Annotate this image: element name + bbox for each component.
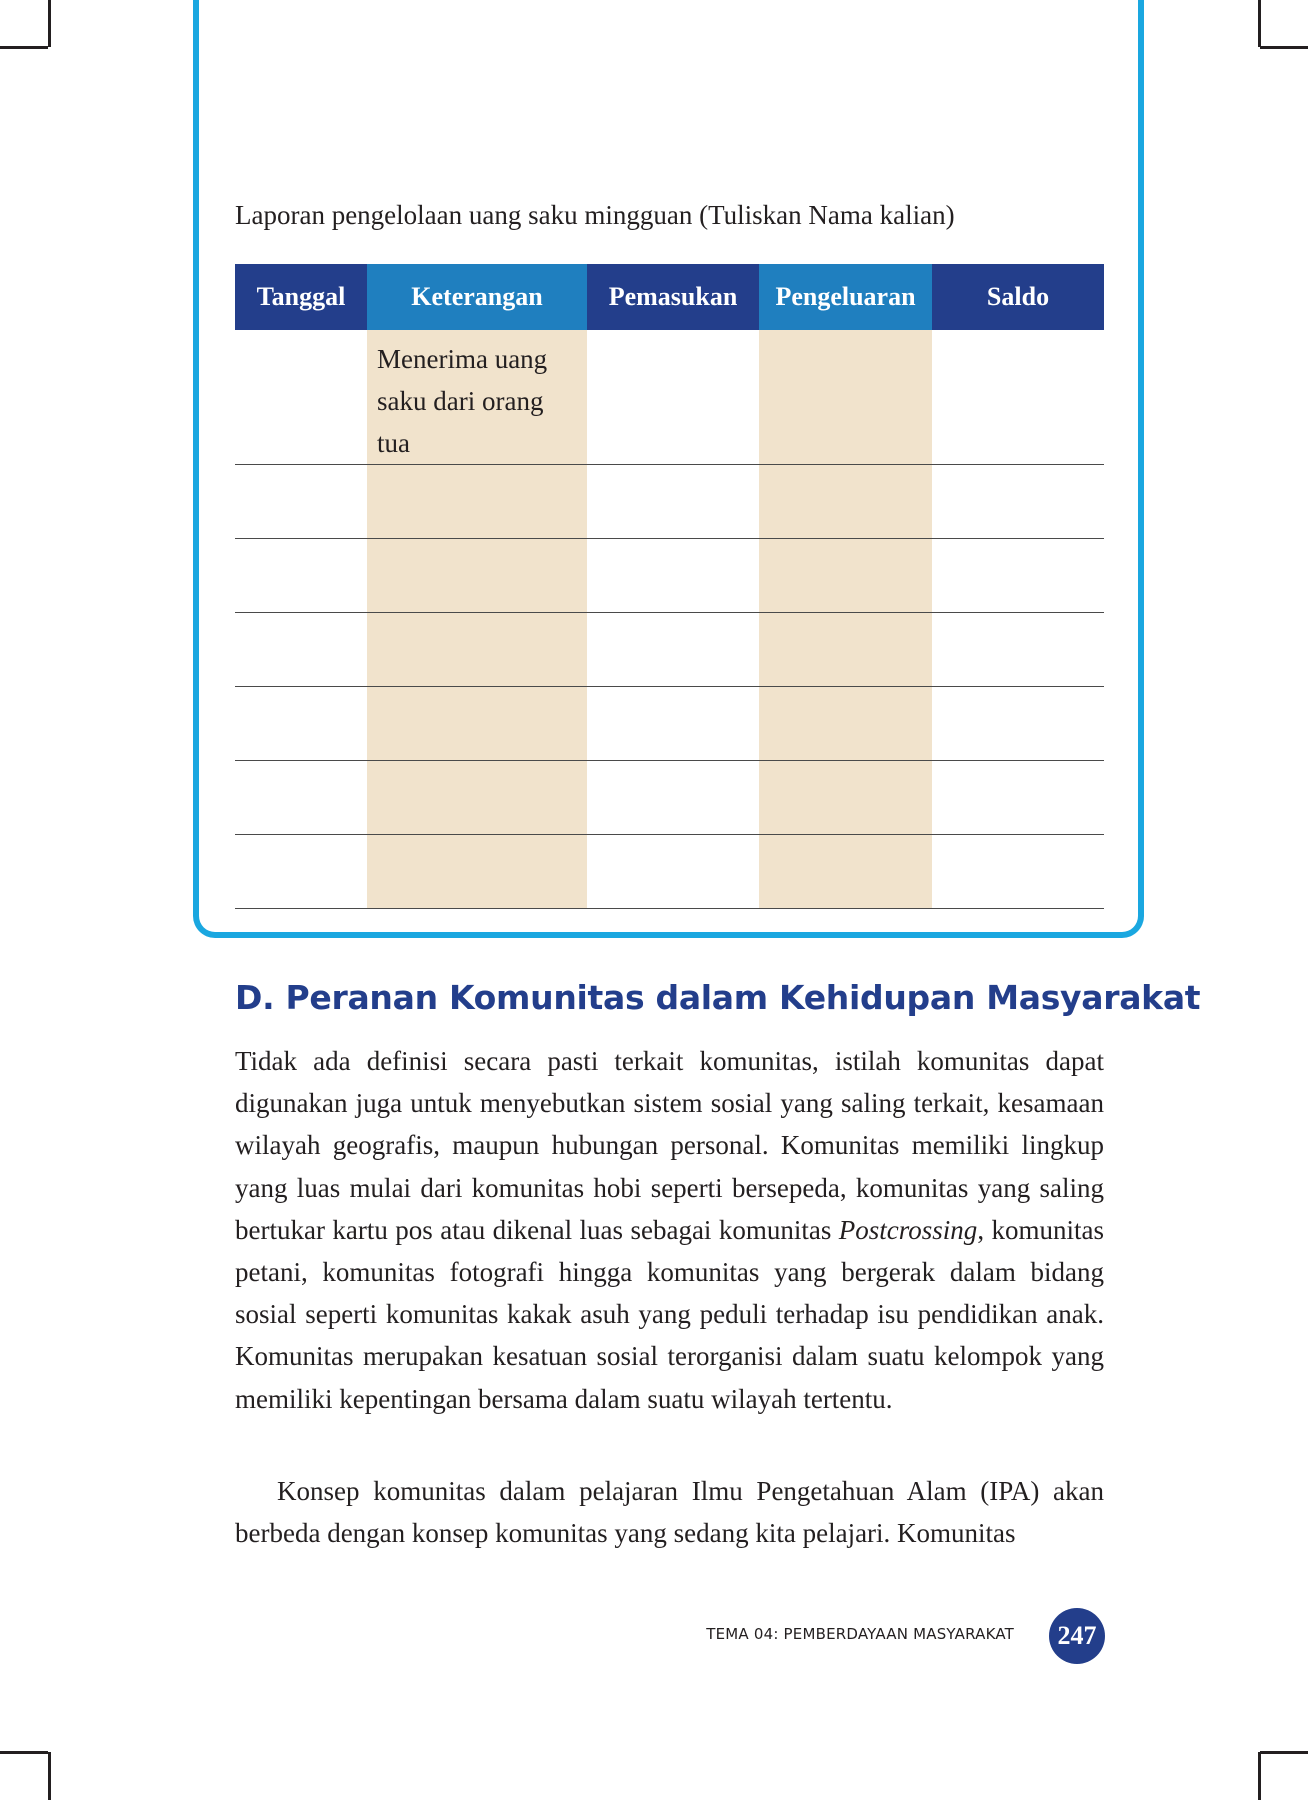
- cell-pemasukan[interactable]: [587, 613, 759, 687]
- crop-mark: [0, 1751, 48, 1754]
- cell-pengeluaran[interactable]: [759, 761, 932, 835]
- paragraph-definition: [235, 1040, 1104, 1420]
- cell-pengeluaran[interactable]: [759, 330, 932, 465]
- crop-mark: [48, 0, 51, 47]
- cell-pengeluaran[interactable]: [759, 687, 932, 761]
- column-header-pemasukan: Pemasukan: [587, 264, 759, 330]
- table-row: [235, 539, 1104, 613]
- cell-keterangan[interactable]: [367, 613, 587, 687]
- cell-pemasukan[interactable]: [587, 835, 759, 909]
- cell-tanggal[interactable]: [235, 687, 367, 761]
- cell-keterangan[interactable]: [367, 330, 587, 465]
- paragraph-italic-term: Postcrossing: [838, 1214, 978, 1245]
- footer-theme: TEMA 04: PEMBERDAYAAN MASYARAKAT: [706, 1625, 1014, 1643]
- cell-tanggal[interactable]: [235, 761, 367, 835]
- cell-saldo[interactable]: [932, 330, 1104, 465]
- table-row: [235, 465, 1104, 539]
- page-number-badge: 247: [1049, 1608, 1105, 1664]
- crop-mark: [1260, 46, 1308, 49]
- cell-keterangan[interactable]: [367, 539, 587, 613]
- section-heading: D. Peranan Komunitas dalam Kehidupan Masyarakat: [235, 978, 1201, 1017]
- crop-mark: [1258, 1752, 1261, 1800]
- cell-tanggal[interactable]: [235, 835, 367, 909]
- cell-pemasukan[interactable]: [587, 539, 759, 613]
- crop-mark: [0, 46, 48, 49]
- cell-tanggal[interactable]: [235, 330, 367, 465]
- column-header-pengeluaran: Pengeluaran: [759, 264, 932, 330]
- cell-keterangan[interactable]: [367, 835, 587, 909]
- cell-tanggal[interactable]: [235, 465, 367, 539]
- cell-pengeluaran[interactable]: [759, 465, 932, 539]
- cell-pemasukan[interactable]: [587, 687, 759, 761]
- cell-saldo[interactable]: [932, 687, 1104, 761]
- cell-keterangan-text: Menerima uang saku dari orang tua: [377, 344, 548, 458]
- column-header-saldo: Saldo: [932, 264, 1104, 330]
- cell-pengeluaran[interactable]: [759, 613, 932, 687]
- paragraph-text: , komunitas petani, komunitas fotografi hingga komunitas yang bergerak dalam bidang sosial seperti komunitas kakak asuh yang peduli terhadap isu pendidikan anak. Komunitas merupakan kesatuan sosial terorganisi dalam suatu kelompok yang memiliki kepentingan bersama dalam suatu wilayah tertentu.: [235, 1214, 1104, 1414]
- cell-tanggal[interactable]: [235, 539, 367, 613]
- cell-pemasukan[interactable]: [587, 465, 759, 539]
- crop-mark: [1258, 0, 1261, 47]
- cell-pengeluaran[interactable]: [759, 835, 932, 909]
- cell-saldo[interactable]: [932, 761, 1104, 835]
- table-row: [235, 761, 1104, 835]
- pocket-money-table: [235, 264, 1104, 909]
- cell-pemasukan[interactable]: [587, 330, 759, 465]
- cell-keterangan[interactable]: [367, 761, 587, 835]
- table-row: [235, 687, 1104, 761]
- cell-tanggal[interactable]: [235, 613, 367, 687]
- cell-saldo[interactable]: [932, 835, 1104, 909]
- crop-mark: [1260, 1751, 1308, 1754]
- report-caption: Laporan pengelolaan uang saku mingguan (Tuliskan Nama kalian): [235, 200, 955, 230]
- column-header-keterangan: Keterangan: [367, 264, 587, 330]
- cell-saldo[interactable]: [932, 465, 1104, 539]
- cell-keterangan[interactable]: [367, 687, 587, 761]
- paragraph-text: Tidak ada definisi secara pasti terkait komunitas, istilah komunitas dapat digunakan juga untuk menyebutkan sistem sosial yang saling terkait, kesamaan wilayah geografis, maupun hubungan personal. Komunitas memiliki lingkup yang luas mulai dari komunitas hobi seperti bersepeda, komunitas yang saling bertukar kartu pos atau dikenal luas sebagai komunitas: [235, 1046, 1104, 1245]
- cell-keterangan[interactable]: [367, 465, 587, 539]
- table-row: [235, 835, 1104, 909]
- cell-saldo[interactable]: [932, 539, 1104, 613]
- paragraph-ipa-concept: Konsep komunitas dalam pelajaran Ilmu Pengetahuan Alam (IPA) akan berbeda dengan konsep komunitas yang sedang kita pelajari. Komunitas: [235, 1476, 1104, 1549]
- table-row: [235, 330, 1104, 465]
- cell-pengeluaran[interactable]: [759, 539, 932, 613]
- crop-mark: [48, 1752, 51, 1800]
- cell-saldo[interactable]: [932, 613, 1104, 687]
- column-header-tanggal: Tanggal: [235, 264, 367, 330]
- table-row: [235, 613, 1104, 687]
- cell-pemasukan[interactable]: [587, 761, 759, 835]
